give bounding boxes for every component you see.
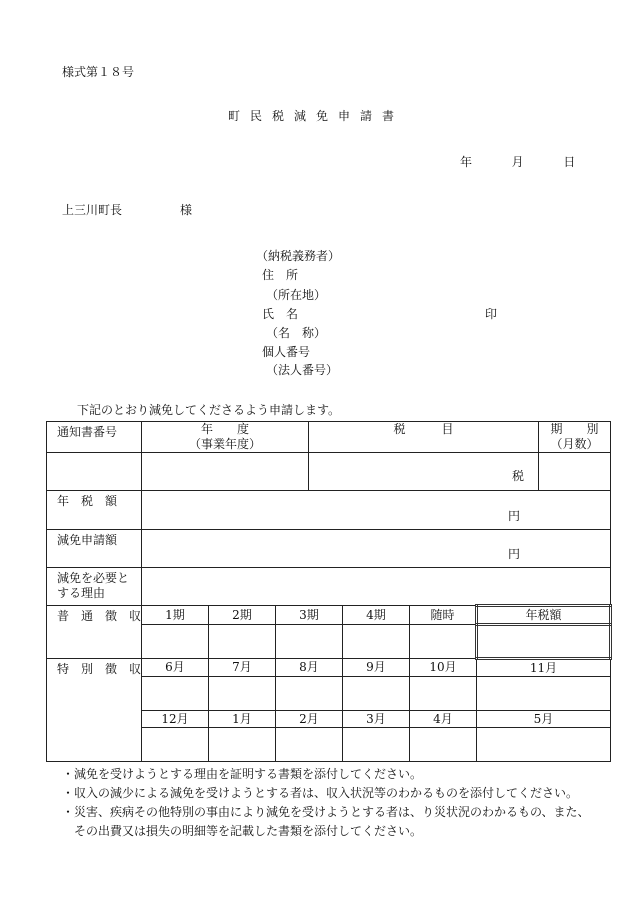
name-label: 氏 名 <box>262 307 299 321</box>
reason-line-1: 減免を必要と <box>57 571 130 585</box>
ordinary-period-header: 3期 <box>276 606 343 625</box>
special-amount-cell[interactable] <box>410 677 477 711</box>
annual-total-cell[interactable] <box>477 625 611 659</box>
special-month-header: 8月 <box>276 659 343 677</box>
ordinary-period-header: 1期 <box>142 606 209 625</box>
application-table <box>46 421 612 762</box>
date-year: 年 <box>460 155 473 169</box>
addressee-honorific: 様 <box>180 203 193 217</box>
ordinary-period-header: 4期 <box>343 606 410 625</box>
period-label: 期 別 <box>550 422 599 436</box>
notice-number-header: 通知書番号 <box>47 422 142 453</box>
reduction-amount-cell[interactable] <box>142 530 611 568</box>
addressee-name: 上三川町長 <box>62 203 123 217</box>
special-amount-cell[interactable] <box>276 677 343 711</box>
notes <box>62 765 590 841</box>
special-amount-cell[interactable] <box>477 677 611 711</box>
yen-unit: 円 <box>507 547 520 561</box>
note-item: ・減免を受けようとする理由を証明する書類を添付してください。 <box>62 767 423 781</box>
note-item: その出費又は損失の明細等を記載した書類を添付してください。 <box>62 824 423 838</box>
fiscal-year-label: 年 度 <box>200 422 249 436</box>
tax-item-cell[interactable] <box>309 453 539 491</box>
special-amount-cell[interactable] <box>276 728 343 762</box>
months-label: （月数） <box>550 437 599 451</box>
special-amount-cell[interactable] <box>343 728 410 762</box>
date-line <box>460 156 575 168</box>
address-label: 住 所 <box>262 268 299 282</box>
special-amount-cell[interactable] <box>410 728 477 762</box>
annual-tax-cell[interactable] <box>142 491 611 530</box>
tax-suffix: 税 <box>511 469 524 483</box>
period-cell[interactable] <box>539 453 611 491</box>
ordinary-amount-cell[interactable] <box>343 625 410 659</box>
ordinary-period-header: 随時 <box>410 606 477 625</box>
seal-mark: 印 <box>485 307 498 321</box>
note-item: ・災害、疾病その他特別の事由により減免を受けようとする者は、り災状況のわかるもの、また、 <box>62 805 590 819</box>
special-month-header: 1月 <box>209 711 276 728</box>
ordinary-collection-label: 普 通 徴 収 <box>47 606 142 659</box>
special-month-header: 7月 <box>209 659 276 677</box>
ordinary-amount-cell[interactable] <box>209 625 276 659</box>
date-day: 日 <box>563 155 576 169</box>
period-header <box>539 422 611 453</box>
notice-number-cell[interactable] <box>47 453 142 491</box>
special-month-header: 6月 <box>142 659 209 677</box>
annual-tax-label: 年 税 額 <box>47 491 142 530</box>
intro-text: 下記のとおり減免してくださるよう申請します。 <box>77 403 341 417</box>
name-sub-label: （名 称） <box>266 326 327 340</box>
special-month-header: 4月 <box>410 711 477 728</box>
reduction-amount-label: 減免申請額 <box>47 530 142 568</box>
form-number: 様式第１８号 <box>62 65 135 79</box>
special-amount-cell[interactable] <box>142 728 209 762</box>
ordinary-amount-cell[interactable] <box>142 625 209 659</box>
ordinary-amount-cell[interactable] <box>276 625 343 659</box>
fiscal-year-header <box>142 422 309 453</box>
ordinary-period-header: 2期 <box>209 606 276 625</box>
reason-line-2: する理由 <box>57 586 106 600</box>
special-month-header: 12月 <box>142 711 209 728</box>
corporate-number-label: （法人番号） <box>266 363 339 377</box>
special-month-header: 5月 <box>477 711 611 728</box>
date-month: 月 <box>511 155 524 169</box>
yen-unit: 円 <box>507 509 520 523</box>
reason-cell[interactable] <box>142 568 611 606</box>
fiscal-year-cell[interactable] <box>142 453 309 491</box>
special-amount-cell[interactable] <box>343 677 410 711</box>
ordinary-amount-cell[interactable] <box>410 625 477 659</box>
special-amount-cell[interactable] <box>209 728 276 762</box>
address-sub-label: （所在地） <box>266 288 327 302</box>
special-amount-cell[interactable] <box>477 728 611 762</box>
tax-item-header: 税 目 <box>309 422 539 453</box>
applicant-group-label: （納税義務者） <box>256 249 341 263</box>
special-month-header: 10月 <box>410 659 477 677</box>
special-collection-label: 特 別 徴 収 <box>47 659 142 762</box>
note-item: ・収入の減少による減免を受けようとする者は、収入状況等のわかるものを添付してください。 <box>62 786 579 800</box>
business-year-label: （事業年度） <box>188 437 261 451</box>
special-month-header: 9月 <box>343 659 410 677</box>
special-month-header: 2月 <box>276 711 343 728</box>
reason-label <box>47 568 142 606</box>
page-title: 町民税減免申請書 <box>228 109 405 123</box>
special-amount-cell[interactable] <box>142 677 209 711</box>
annual-total-header: 年税額 <box>477 606 611 625</box>
special-month-header: 3月 <box>343 711 410 728</box>
special-month-header: 11月 <box>477 659 611 677</box>
personal-number-label: 個人番号 <box>262 345 311 359</box>
special-amount-cell[interactable] <box>209 677 276 711</box>
